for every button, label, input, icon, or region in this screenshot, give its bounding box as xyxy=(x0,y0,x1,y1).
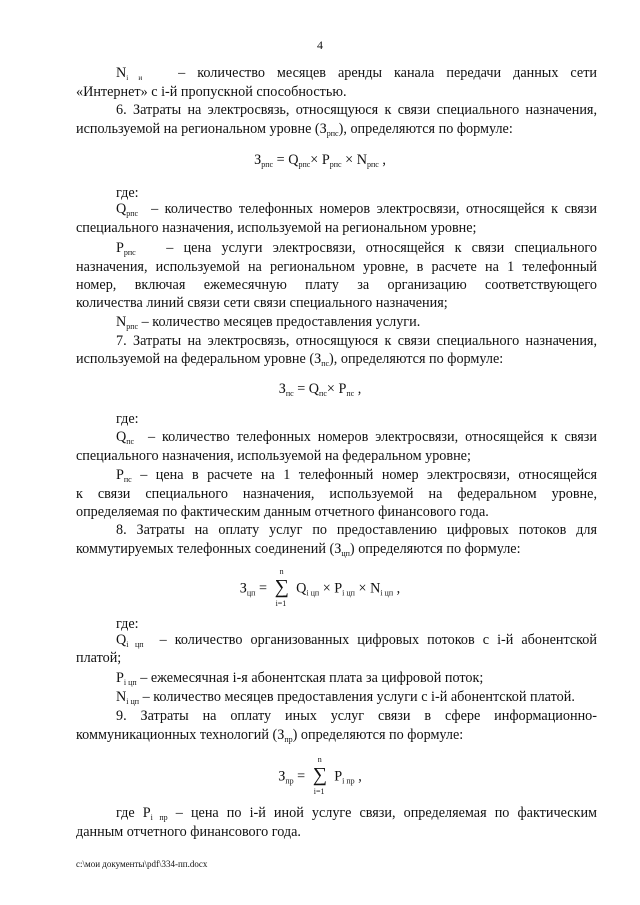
text-line: $Q_{i цп}$ – количество организованных цифровых потоков с i-й абонентской xyxy=(116,632,597,649)
gde-label: где: xyxy=(116,616,139,632)
text-line: 8. Затраты на оплату услуг по предоставлению цифровых потоков для xyxy=(116,522,597,538)
text-line: 7. Затраты на электросвязь, относящуюся к связи специального назначения, xyxy=(116,333,597,349)
text-line: используемой на федеральном уровне $(З_{пс})$, определяются по формуле: xyxy=(76,351,504,368)
text-line: $N_{i и}$ – количество месяцев аренды канала передачи данных сети xyxy=(116,65,597,82)
text-line: 9. Затраты на оплату иных услуг связи в сфере информационно- xyxy=(116,708,597,724)
text-line: $P_{i цп}$ – ежемесячная i-я абонентская плата за цифровой поток; xyxy=(116,670,484,687)
text-line: $P_{рпс}$ – цена услуги электросвязи, относящейся к связи специального xyxy=(116,240,597,257)
sigma-icon: n ∑ i=1 xyxy=(312,755,327,796)
text-line: $Q_{рпс}$ – количество телефонных номеров электросвязи, относящейся к связи xyxy=(116,201,598,218)
formula-cp: $З_{цп}$ = n ∑ i=1 $Q_{i цп} \times P_{i цп} \times N_{i цп}$ , xyxy=(239,567,401,608)
text-line: «Интернет» с i-й пропускной способностью. xyxy=(76,84,347,100)
formula-rps: $З_{рпс} = Q_{рпс}\times P_{рпс} \times N_{рпс}$ , xyxy=(254,152,386,169)
text-line: $P_{пс}$ – цена в расчете на 1 телефонный номер электросвязи, относящейся xyxy=(116,467,597,484)
text-line: данным отчетного финансового года. xyxy=(76,824,301,840)
page-number: 4 xyxy=(317,38,323,52)
text-line: платой; xyxy=(76,650,122,666)
text-line: $Q_{пс}$ – количество телефонных номеров электросвязи, относящейся к связи xyxy=(116,429,598,446)
text-line: количества линий связи сети связи специального назначения; xyxy=(76,295,448,311)
text-line: 6. Затраты на электросвязь, относящуюся к связи специального назначения, xyxy=(116,102,597,118)
text-line: $N_{i цп}$ – количество месяцев предоставления услуги с i-й абонентской платой. xyxy=(116,689,575,706)
text-line: где $P_{i пр}$ – цена по i-й иной услуге связи, определяемая по фактическим xyxy=(116,805,598,822)
formula-ps: $З_{пс} = Q_{пс}\times P_{пс}$ , xyxy=(278,381,362,398)
text-line: к связи специального назначения, используемой на федеральном уровне, xyxy=(76,486,597,502)
gde-label: где: xyxy=(116,185,139,201)
formula-pr: $З_{пр}$ = n ∑ i=1 $P_{i пр}$ , xyxy=(278,755,362,796)
text-line: коммуникационных технологий $(З_{пр})$ определяются по формуле: xyxy=(76,727,464,744)
text-line: специального назначения, используемой на федеральном уровне; xyxy=(76,448,471,464)
text-line: используемой на региональном уровне $(З_{рпс})$, определяются по формуле: xyxy=(76,121,513,138)
file-path-footer: c:\мои документы\pdf\334-пп.docx xyxy=(76,859,208,869)
gde-label: где: xyxy=(116,411,139,427)
text-line: номер, включая ежемесячную плату за организацию соответствующего xyxy=(76,277,597,293)
text-line: определяемая по фактическим данным отчетного финансового года. xyxy=(76,504,489,520)
text-line: $N_{рпс}$ – количество месяцев предоставления услуги. xyxy=(116,314,421,331)
text-line: коммутируемых телефонных соединений $(З_{цп})$ определяются по формуле: xyxy=(76,541,521,558)
var-N: $N_{i и}$ xyxy=(116,65,143,82)
text-line: назначения, используемой на региональном уровне, в расчете на 1 телефонный xyxy=(76,259,597,275)
text-line: специального назначения, используемой на региональном уровне; xyxy=(76,220,477,236)
sigma-icon: n ∑ i=1 xyxy=(274,567,289,608)
